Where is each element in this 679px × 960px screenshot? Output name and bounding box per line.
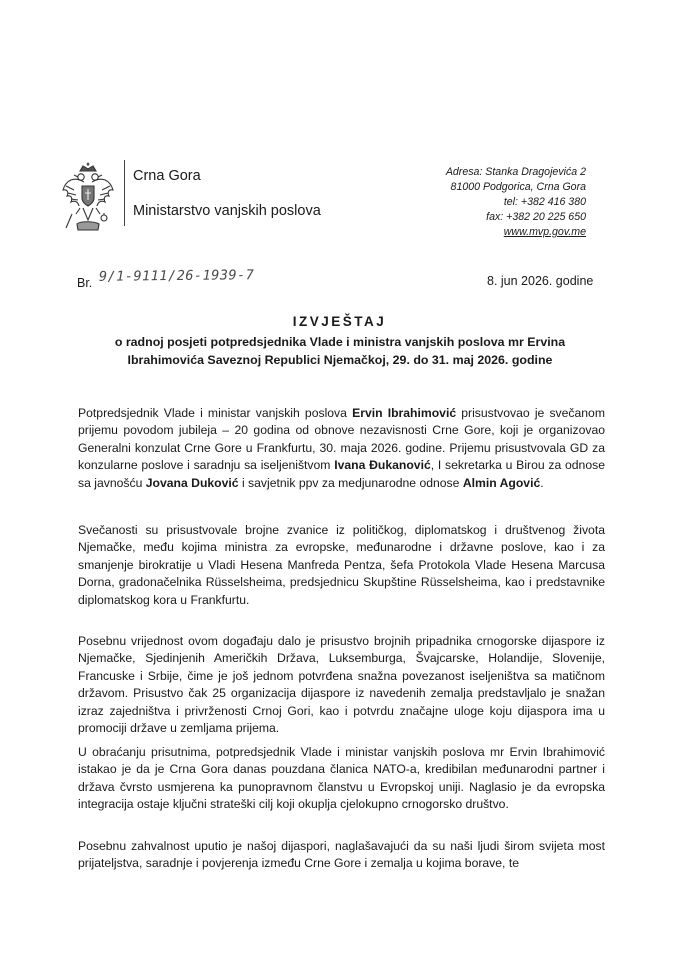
person-name: Ivana Đukanović: [334, 458, 431, 473]
address-line: Adresa: Stanka Dragojevića 2: [445, 166, 586, 178]
website-link[interactable]: www.mvp.gov.me: [503, 226, 586, 238]
subtitle-line: Ibrahimovića Saveznoj Republici Njemačkoj, 29. do 31. maj 2026. godine: [127, 353, 553, 367]
person-name: Ervin Ibrahimović: [352, 406, 457, 420]
coat-of-arms-icon: [60, 162, 116, 234]
text-run: .: [540, 475, 544, 490]
text-run: Potpredsjednik Vlade i ministar vanjskih poslova: [78, 406, 353, 420]
reference-label: Br.: [77, 276, 93, 290]
document-subtitle: [70, 333, 610, 369]
paragraph-2: Svečanosti su prisustvovale brojne zvanice iz političkog, diplomatskog i društvenog života Njemačke, među kojima ministra za evropske, međunarodne i državne poslove, kao i za smanjenje birokratije u Vladi Hesena Manfreda Pentza, šefa Protokola Vlade Hesena Marcusa Dorna, gradonačelnika Rüsselsheima, predsjednicu Skupštine Rüsselsheima, kao i predstavnike diplomatskog kora u Frankfurtu.: [78, 523, 605, 607]
person-name: Jovana Duković: [145, 475, 239, 490]
paragraph-4: U obraćanju prisutnima, potpredsjednik Vlade i ministar vanjskih poslova mr Ervin Ibrahimović istakao je da je Crna Gora danas pouzdana članica NATO-a, kredibilan međunarodni partner i država čvrsto usmjerena ka punopravnom članstvu u Evropskoj uniji. Naglasio je da evropska integracija ostaje ključni strateški cilj koji okuplja cjelokupno crnogorsko društvo.: [78, 745, 605, 812]
handwritten-reference-number: 9/1-9111/26-1939-7: [98, 267, 255, 285]
fax-line: fax: +382 20 225 650: [486, 211, 586, 223]
person-name: Almin Agović: [462, 475, 541, 490]
header-divider: [124, 160, 125, 226]
subtitle-line: o radnoj posjeti potpredsjednika Vlade i ministra vanjskih poslova mr Ervina: [114, 335, 566, 349]
paragraph-1: [78, 405, 605, 492]
country-name: Crna Gora: [133, 168, 201, 184]
text-run: , I sekretarka u Birou za odnose sa javnošću: [78, 458, 605, 490]
address-block: [366, 165, 586, 240]
document-title: IZVJEŠTAJ: [292, 314, 387, 329]
text-run: i savjetnik ppv za medjunarodne odnose: [238, 475, 463, 490]
paragraph-5: Posebnu zahvalnost uputio je našoj dijaspori, naglašavajući da su naši ljudi širom svijeta most prijateljstva, saradnje i povjerenja između Crne Gore i zemalja u kojima borave, te: [78, 839, 605, 871]
ministry-name: Ministarstvo vanjskih poslova: [133, 203, 321, 219]
phone-line: tel: +382 416 380: [503, 196, 586, 208]
address-city: 81000 Podgorica, Crna Gora: [450, 181, 586, 193]
paragraph-3: Posebnu vrijednost ovom događaju dalo je prisustvo brojnih pripadnika crnogorske dijaspore iz Njemačke, Sjedinjenih Američkih Država, Luksemburga, Švajcarske, Holandije, Slovenije, Francuske i Srbije, čime je još jednom potvrđena snažna povezanost iseljeništva sa matičnom državom. Prisustvo čak 25 organizacija dijaspore iz navedenih zemalja predstavljalo je snažan izraz zajedništva i privrženosti Crnoj Gori, kao i potvrdu značajne uloge koju dijaspora ima u promociji države u zemljama prijema.: [78, 634, 605, 736]
text-run: prisustvovao je svečanom prijemu povodom jubileja – 20 godina od obnove nezavisnosti Crne Gore, koji je organizovao Generalni konzulat Crne Gore u Frankfurtu, 30. maja 2026. godine. Prijemu prisustvovala GD za konzularne poslove i saradnju sa iseljeništvom: [78, 406, 605, 473]
document-date: 8. jun 2026. godine: [487, 274, 594, 288]
